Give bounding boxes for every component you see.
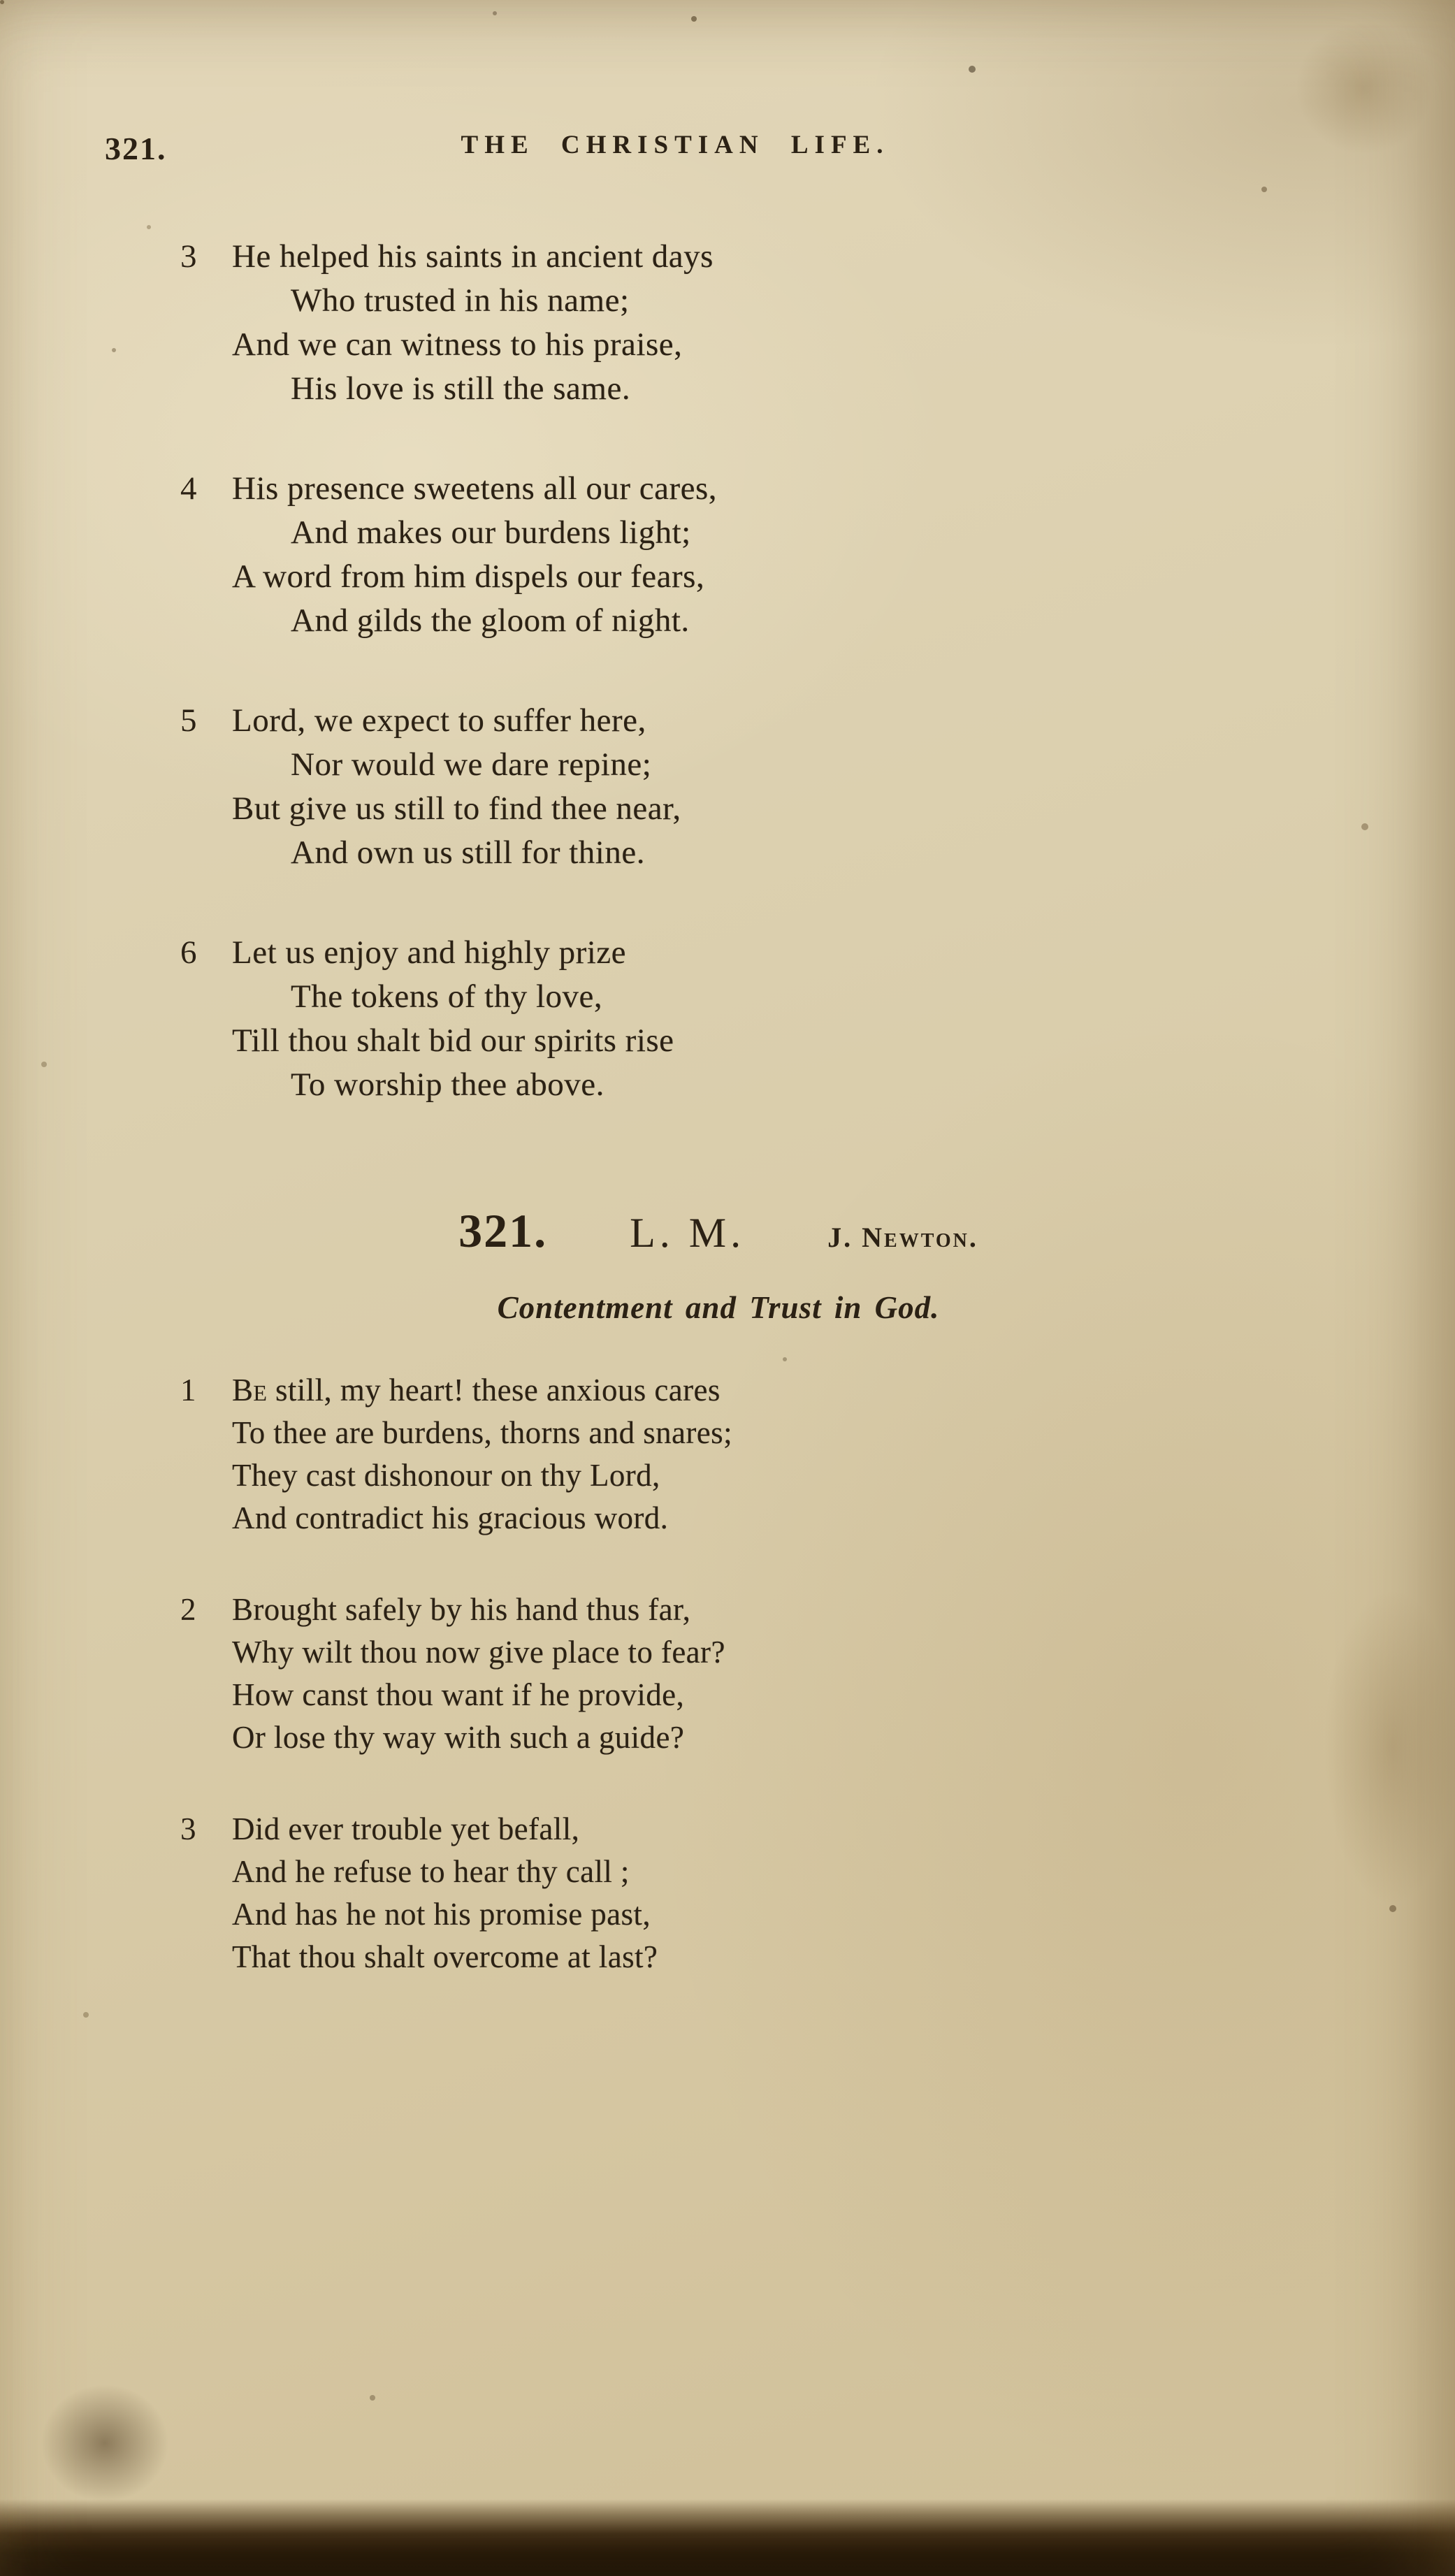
running-header-title: THE CHRISTIAN LIFE.: [461, 131, 890, 159]
hymn-author: J. Newton.: [827, 1222, 978, 1253]
lead-smallcaps-word: Be: [232, 1373, 268, 1408]
hymn-321-heading: [180, 1203, 1298, 1259]
hymn-title: Contentment and Trust in God.: [497, 1290, 940, 1325]
stanza-lines: [232, 931, 1298, 1107]
verse-line: Let us enjoy and highly prize: [232, 934, 626, 971]
hymn-meter: L. M.: [630, 1210, 746, 1256]
stanza-number: 6: [180, 934, 197, 971]
verse-line: To worship thee above.: [291, 1066, 605, 1103]
page-number: 321.: [105, 131, 167, 166]
verse-line: And contradict his gracious word.: [232, 1500, 669, 1535]
verse-line: How canst thou want if he provide,: [232, 1677, 685, 1712]
verse-line: His love is still the same.: [291, 370, 631, 407]
stanza-number: 1: [180, 1373, 196, 1408]
stanza-lines: [232, 1808, 1298, 1978]
stanza-lines: [232, 1369, 1298, 1540]
stanza-lines: [232, 1589, 1298, 1759]
stanza: [180, 1369, 1298, 1540]
stanza-number: 5: [180, 702, 197, 739]
verse-line: A word from him dispels our fears,: [232, 558, 705, 595]
paper-foxing-specks: [0, 0, 4, 4]
stanza-number: 4: [180, 470, 197, 507]
stanza-number: 3: [180, 1811, 196, 1846]
page-content: [180, 235, 1298, 1978]
verse-line: Brought safely by his hand thus far,: [232, 1592, 691, 1627]
stanza-lines: [232, 467, 1298, 643]
verse-line: Be still, my heart! these anxious cares: [232, 1373, 721, 1408]
stanza-lines: [232, 235, 1298, 411]
verse-line: Who trusted in his name;: [291, 282, 630, 319]
stanza-number: 2: [180, 1592, 196, 1627]
verse-line: Or lose thy way with such a guide?: [232, 1720, 685, 1755]
hymn-320-stanzas: [180, 235, 1298, 1107]
verse-line: But give us still to find thee near,: [232, 790, 681, 827]
verse-line: And own us still for thine.: [291, 834, 645, 871]
verse-line: He helped his saints in ancient days: [232, 238, 714, 275]
verse-line: And has he not his promise past,: [232, 1897, 651, 1932]
verse-line: That thou shalt overcome at last?: [232, 1939, 658, 1974]
stanza-lines: [232, 699, 1298, 875]
verse-line: And gilds the gloom of night.: [291, 602, 690, 639]
stanza: [180, 931, 1298, 1107]
verse-line: And makes our burdens light;: [291, 514, 691, 551]
stanza: [180, 1589, 1298, 1759]
stanza: [180, 467, 1298, 643]
stanza: [180, 1808, 1298, 1978]
stanza: [180, 235, 1298, 411]
verse-line: The tokens of thy love,: [291, 978, 603, 1015]
verse-line: Lord, we expect to suffer here,: [232, 702, 646, 739]
verse-line: Did ever trouble yet befall,: [232, 1811, 580, 1846]
page-bottom-edge-shadow: [0, 2499, 1455, 2576]
hymn-number: 321.: [458, 1204, 548, 1257]
stanza: [180, 699, 1298, 875]
page-header: [105, 130, 1350, 172]
verse-line: They cast dishonour on thy Lord,: [232, 1458, 660, 1493]
verse-line: Nor would we dare repine;: [291, 746, 652, 783]
verse-line: His presence sweetens all our cares,: [232, 470, 717, 507]
verse-line: Till thou shalt bid our spirits rise: [232, 1022, 674, 1059]
verse-line: Why wilt thou now give place to fear?: [232, 1635, 725, 1670]
verse-line: And we can witness to his praise,: [232, 326, 683, 363]
verse-line: And he refuse to hear thy call ;: [232, 1854, 630, 1889]
stanza-number: 3: [180, 238, 197, 275]
paper-stain-mid-right: [1301, 1537, 1455, 1957]
verse-line: To thee are burdens, thorns and snares;: [232, 1415, 732, 1450]
hymn-321-stanzas: [180, 1369, 1298, 1978]
